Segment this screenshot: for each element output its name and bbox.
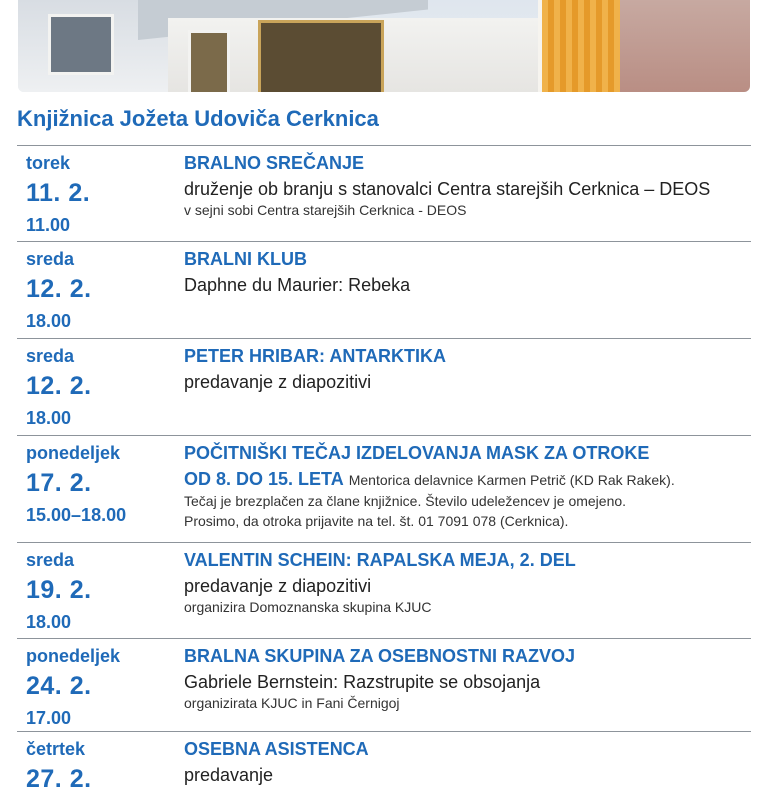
event-time: 11.00: [26, 215, 71, 235]
event-date: 27. 2.: [26, 765, 92, 793]
event-day: sreda: [26, 346, 75, 366]
event-note: Prosimo, da otroka prijavite na tel. št. 01 7091 078 (Cerknica).: [184, 513, 569, 529]
event-date: 12. 2.: [26, 372, 92, 400]
event-date: 17. 2.: [26, 469, 92, 497]
event-subtitle: OD 8. DO 15. LETA: [184, 469, 344, 489]
event-time: 18.00: [26, 311, 72, 331]
event-time: 18.00: [26, 408, 72, 428]
event-note: organizirata KJUC in Fani Černigoj: [184, 695, 400, 711]
event-item: [17, 731, 751, 791]
event-date: 19. 2.: [26, 576, 92, 604]
event-time: 17.00: [26, 708, 72, 728]
event-day: torek: [26, 153, 71, 173]
event-time: 15.00–18.00: [26, 505, 127, 525]
event-item: [17, 145, 751, 241]
event-title: POČITNIŠKI TEČAJ IZDELOVANJA MASK ZA OTROKE: [184, 443, 650, 463]
event-day: ponedeljek: [26, 646, 121, 666]
event-item: [17, 338, 751, 435]
event-description: Daphne du Maurier: Rebeka: [184, 275, 411, 295]
event-date: 12. 2.: [26, 275, 92, 303]
event-title: VALENTIN SCHEIN: RAPALSKA MEJA, 2. DEL: [184, 550, 576, 570]
event-description: druženje ob branju s stanovalci Centra starejših Cerknica – DEOS: [184, 179, 711, 199]
event-item: [17, 435, 751, 542]
event-description: predavanje: [184, 765, 274, 785]
event-time: 18.00: [26, 612, 72, 632]
event-date: 11. 2.: [26, 179, 91, 207]
event-description: Gabriele Bernstein: Razstrupite se obsojanja: [184, 672, 541, 692]
library-title: Knjižnica Jožeta Udoviča Cerknica: [17, 106, 379, 131]
event-date: 24. 2.: [26, 672, 92, 700]
event-list: [17, 145, 751, 791]
event-description: predavanje z diapozitivi: [184, 576, 372, 596]
event-note: v sejni sobi Centra starejših Cerknica - DEOS: [184, 202, 467, 218]
event-item: [17, 241, 751, 338]
event-item: [17, 638, 751, 731]
event-note: organizira Domoznanska skupina KJUC: [184, 599, 432, 615]
event-subtitle-line: [184, 468, 749, 491]
event-title: BRALNI KLUB: [184, 249, 307, 269]
event-day: ponedeljek: [26, 443, 121, 463]
event-note: Tečaj je brezplačen za člane knjižnice. Število udeležencev je omejeno.: [184, 493, 627, 509]
event-title: BRALNA SKUPINA ZA OSEBNOSTNI RAZVOJ: [184, 646, 576, 666]
header-photo: [18, 0, 750, 92]
event-subtitle-note: Mentorica delavnice Karmen Petrič (KD Rak Rakek).: [348, 472, 675, 488]
event-description: predavanje z diapozitivi: [184, 372, 372, 392]
event-item: [17, 542, 751, 638]
event-day: sreda: [26, 550, 75, 570]
event-day: sreda: [26, 249, 75, 269]
event-title: BRALNO SREČANJE: [184, 153, 365, 173]
event-title: PETER HRIBAR: ANTARKTIKA: [184, 346, 446, 366]
event-title: OSEBNA ASISTENCA: [184, 739, 369, 759]
event-day: četrtek: [26, 739, 86, 759]
